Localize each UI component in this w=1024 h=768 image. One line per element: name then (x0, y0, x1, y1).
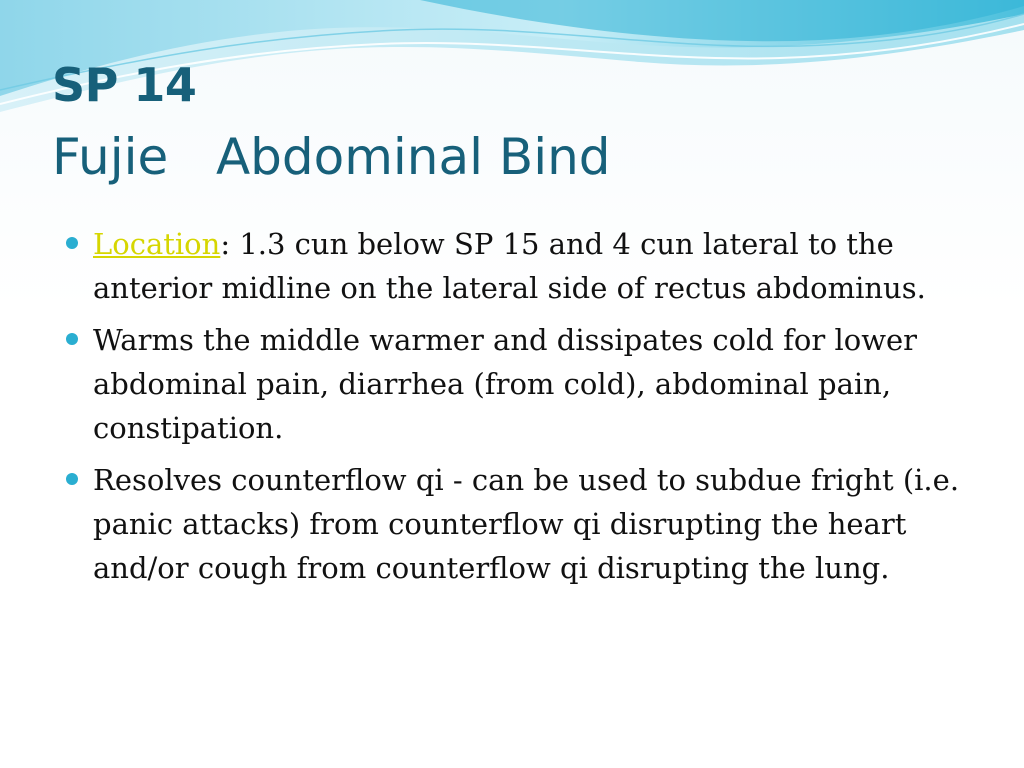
bullet-item-warms (66, 318, 976, 450)
title-line-point-name: Fujie Abdominal Bind (52, 128, 611, 186)
slide-title (52, 58, 611, 186)
title-line-point-code: SP 14 (52, 58, 197, 112)
bullet-icon (66, 473, 78, 485)
bullet-icon (66, 333, 78, 345)
bullet-icon (66, 237, 78, 249)
bullet-list (66, 222, 976, 598)
bullet-item-resolves (66, 458, 976, 590)
bullet-text: Warms the middle warmer and dissipates cold for lower abdominal pain, diarrhea (from cold), abdominal pain, constipation. (93, 323, 918, 445)
location-link[interactable]: Location (93, 227, 221, 261)
bullet-item-location (66, 222, 976, 310)
bullet-text: : 1.3 cun below SP 15 and 4 cun lateral to the anterior midline on the lateral side of rectus abdominus. (93, 227, 926, 305)
bullet-text: Resolves counterflow qi - can be used to subdue fright (i.e. panic attacks) from counterflow qi disrupting the heart and/or cough from counterflow qi disrupting the lung. (93, 463, 960, 585)
